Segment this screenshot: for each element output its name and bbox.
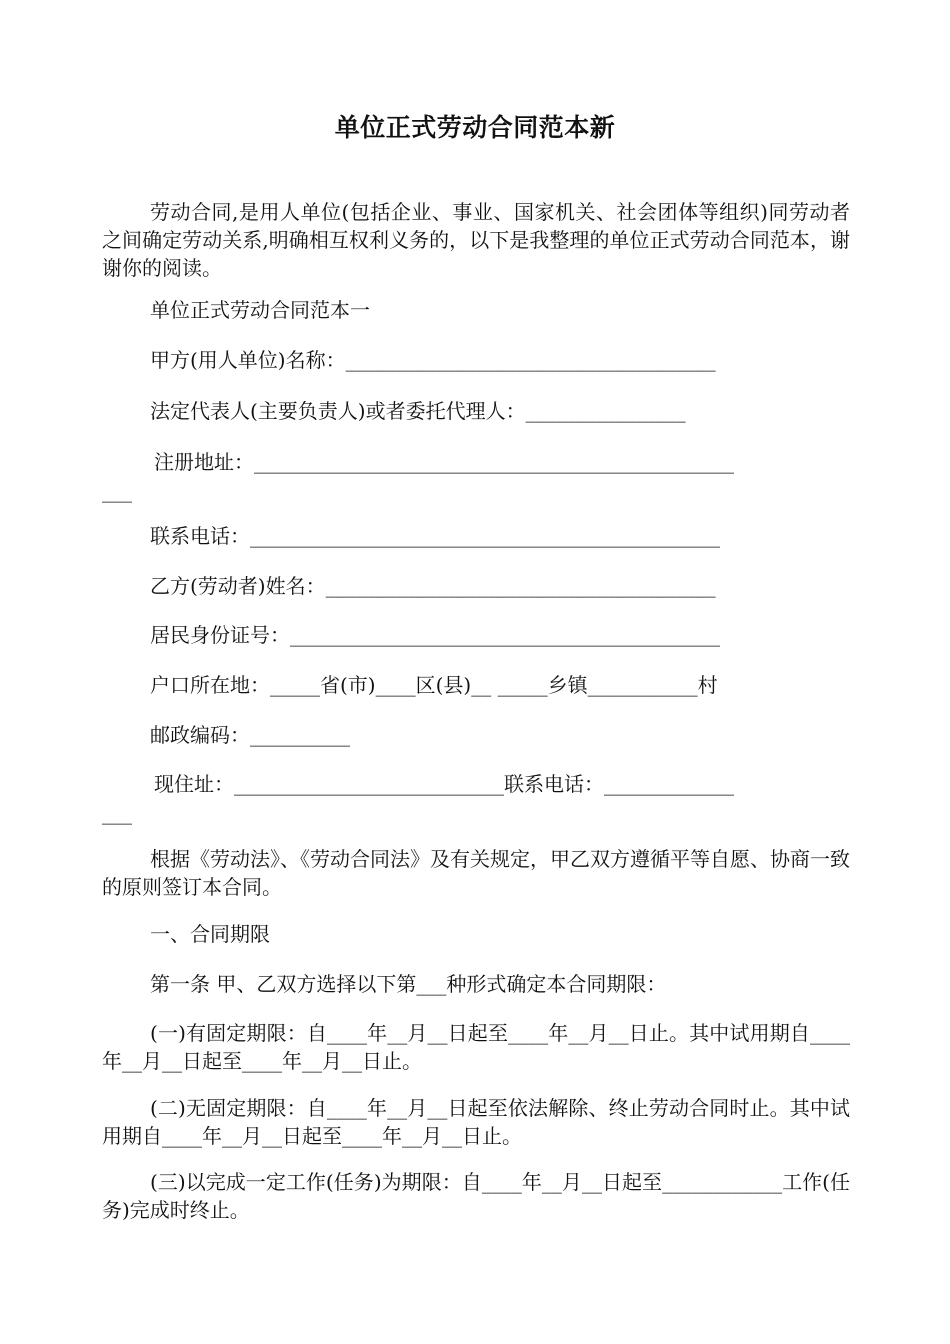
current-address-field: 现住址：___________________________联系电话：_____________: [154, 772, 734, 796]
reg-address-field-cont: ___: [102, 479, 132, 503]
current-address-field-cont: ___: [102, 801, 132, 825]
postal-code-field: 邮政编码：__________: [150, 723, 350, 747]
basis-paragraph: 根据《劳动法》、《劳动合同法》及有关规定，甲乙双方遵循平等自愿、协商一致的原则签订本合同。: [102, 847, 850, 899]
chapter-heading: 一、合同期限: [150, 922, 270, 946]
employee-name-field: 乙方(劳动者)姓名：_______________________________________: [150, 574, 716, 598]
term-option-open: (二)无固定期限：自____年__月__日起至依法解除、终止劳动合同时止。其中试用期自____年__月__日起至____年__月__日止。: [102, 1096, 850, 1148]
intro-paragraph: 劳动合同,是用人单位(包括企业、事业、国家机关、社会团体等组织)同劳动者之间确定劳动关系,明确相互权利义务的，以下是我整理的单位正式劳动合同范本，谢谢你的阅读。: [102, 200, 850, 280]
section-heading: 单位正式劳动合同范本一: [150, 298, 370, 322]
article-1: 第一条 甲、乙双方选择以下第___种形式确定本合同期限：: [150, 972, 667, 996]
id-number-field: 居民身份证号：___________________________________________: [150, 623, 720, 647]
employer-name-field: 甲方(用人单位)名称：_____________________________________: [150, 348, 716, 372]
document-title: 单位正式劳动合同范本新: [334, 113, 616, 142]
reg-address-field: 注册地址：________________________________________________: [154, 450, 734, 474]
hukou-field: 户口所在地：_____省(市)____区(县)__ _____乡镇___________村: [150, 673, 718, 697]
term-option-fixed: (一)有固定期限：自____年__月__日起至____年__月__日止。其中试用期自____年__月__日起至____年__月__日止。: [102, 1021, 850, 1073]
term-option-task: (三)以完成一定工作(任务)为期限：自____年__月__日起至____________工作(任务)完成时终止。: [102, 1170, 850, 1222]
phone-field: 联系电话：_______________________________________________: [150, 524, 720, 548]
legal-rep-field: 法定代表人(主要负责人)或者委托代理人：________________: [150, 399, 686, 423]
